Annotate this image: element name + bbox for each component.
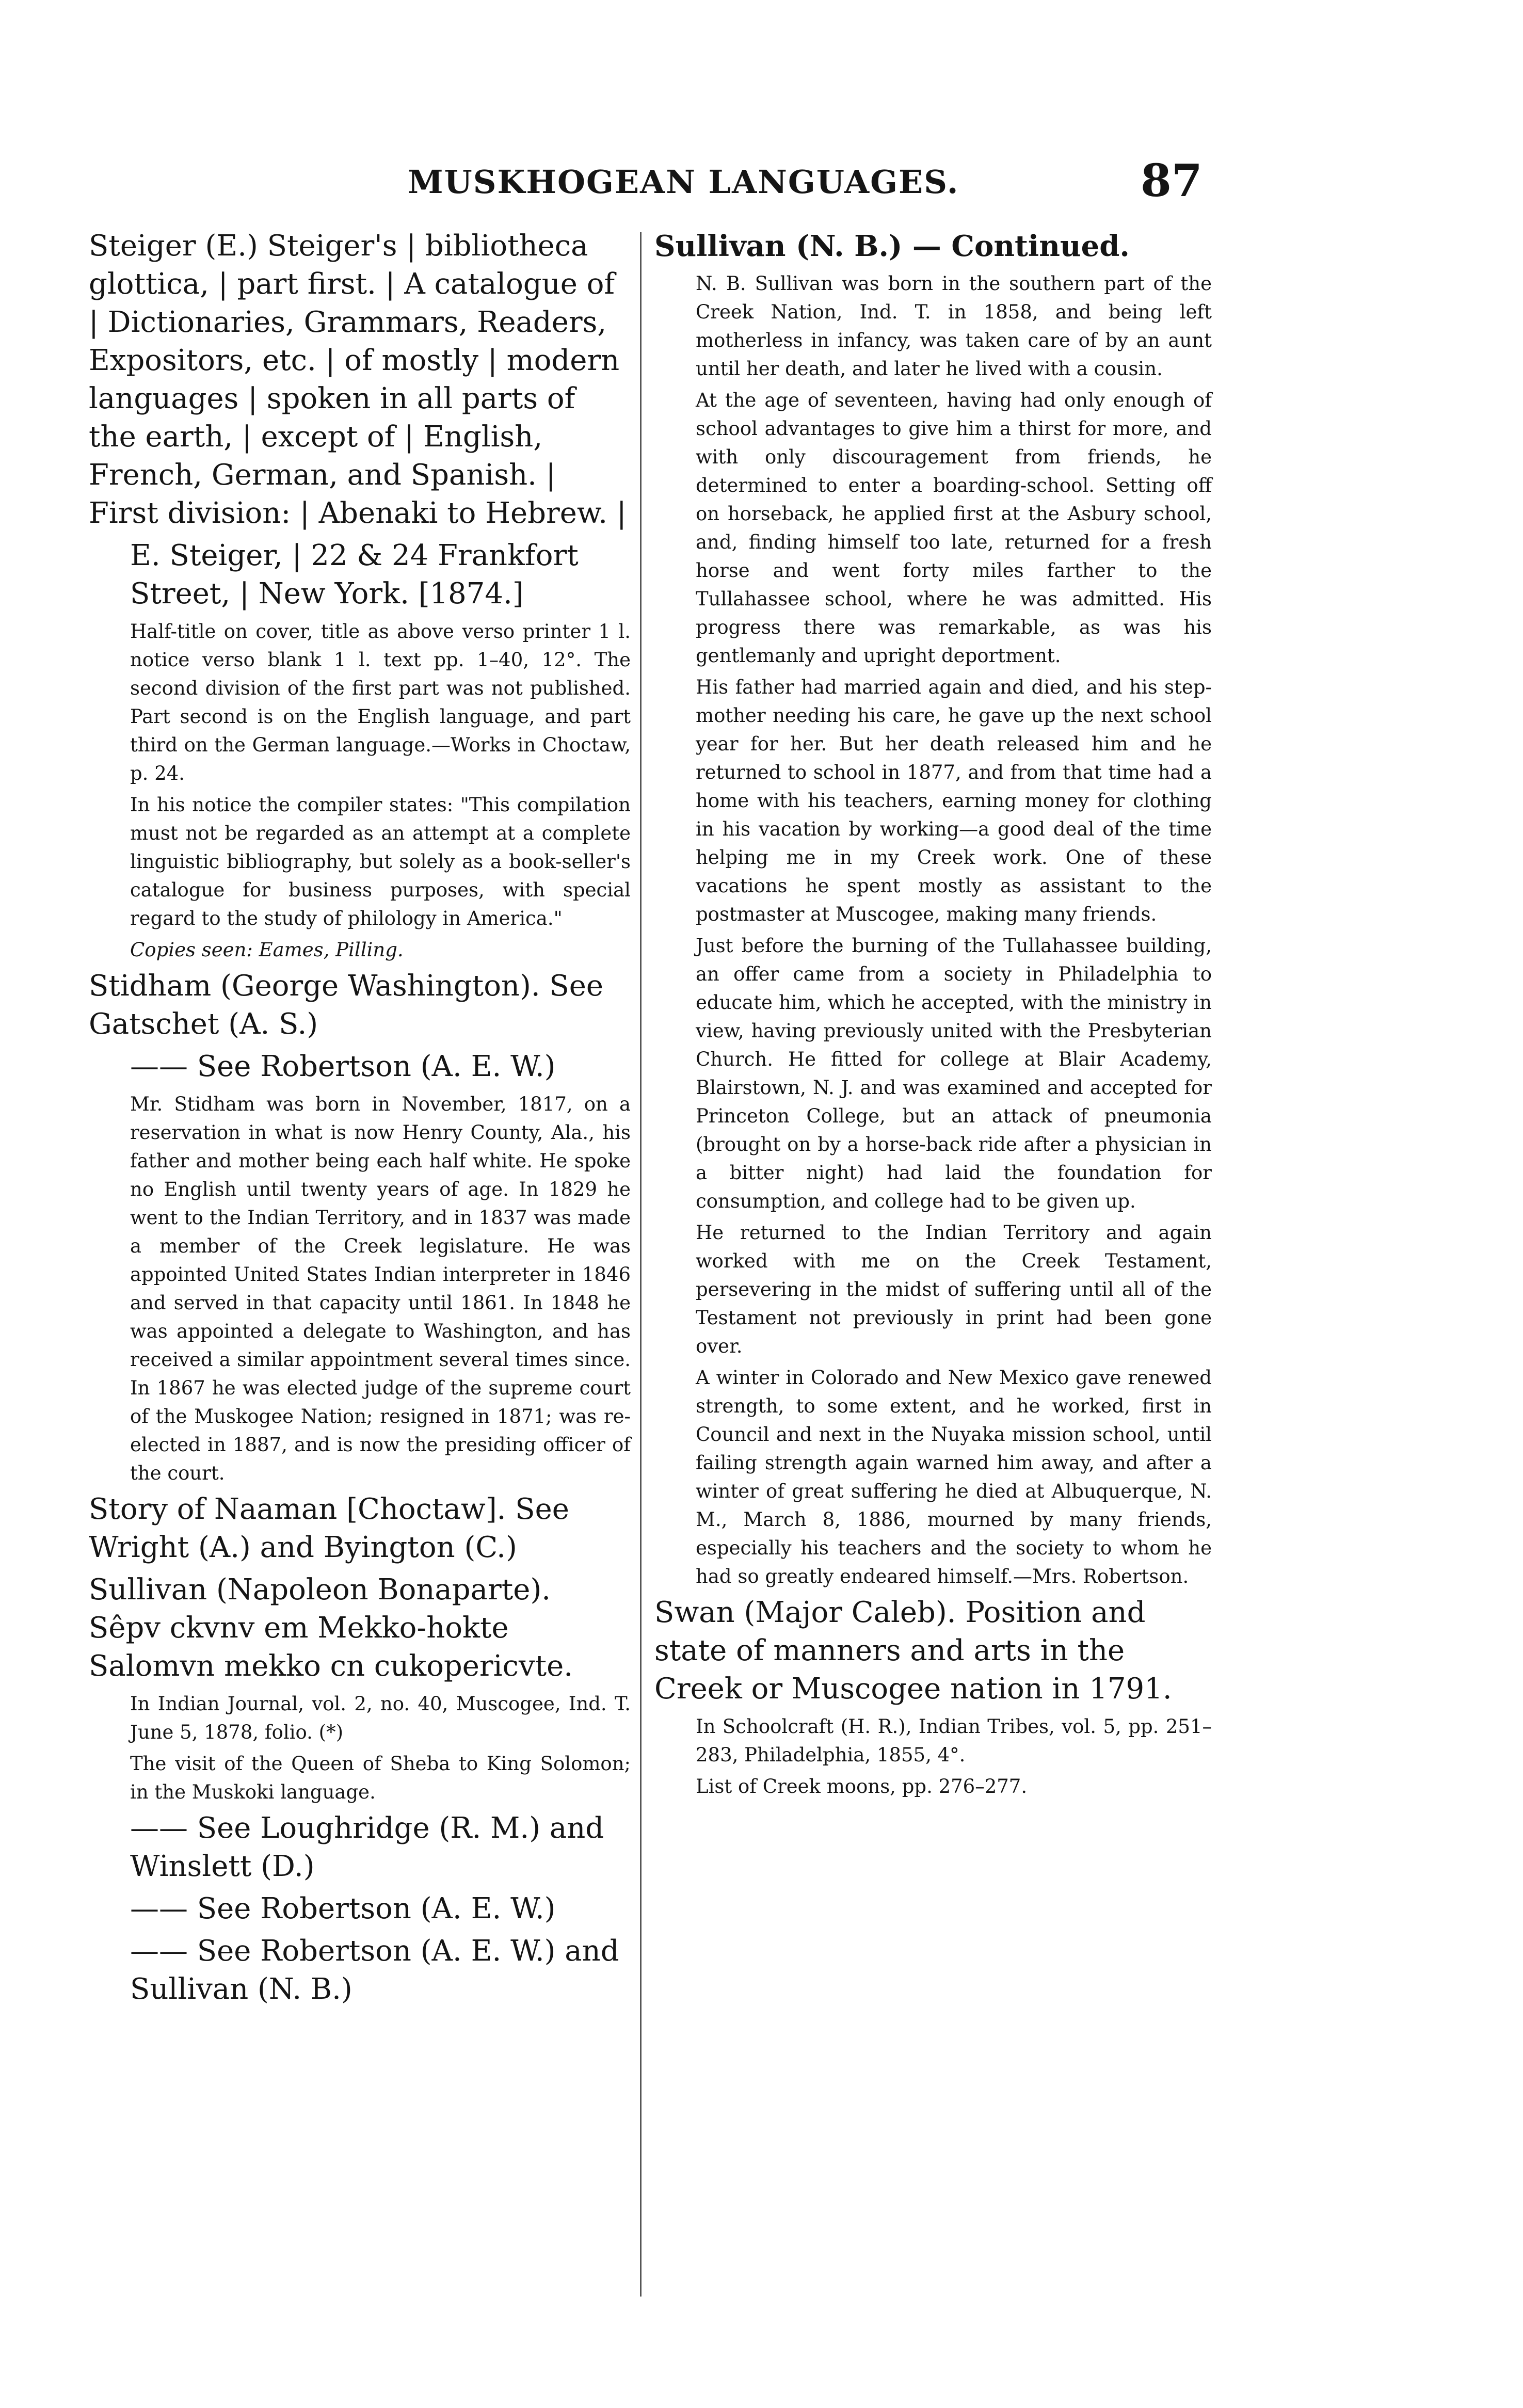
entry-steiger-note: In his notice the compiler states: "This compilation must not be regarded as an attempt at a complete linguistic bibliography, but solely as a book-seller's catalogue for business purposes, with special regard to the study of philology in America." <box>130 794 631 929</box>
entry-sullivan-see: —— See Loughridge (R. M.) and Winslett (D.) <box>130 1811 604 1883</box>
entry-steiger-imprint: E. Steiger, | 22 & 24 Frankfort Street, | New York. [1874.] <box>130 539 579 611</box>
bio-paragraph: A winter in Colorado and New Mexico gave renewed strength, to some extent, and he worked, first in Council and next in the Nuyaka mission school, until failing strength again warned him away, and after a winter of great suffering he died at Albuquerque, N. M., March 8, 1886, mourned by many friends, especially his teachers and the society to whom he had so greatly endeared himself.—Mrs. Robertson. <box>696 1367 1212 1587</box>
entry-steiger-note: Half-title on cover, title as above verso printer 1 l. notice verso blank 1 l. text pp. 1–40, 12°. The second division of the first part was not published. Part second is on the English language, and part third on the German language.—Works in Choctaw, p. 24. <box>130 620 631 784</box>
entry-sullivan-see: —— See Robertson (A. E. W.) and Sullivan (N. B.) <box>130 1934 619 2006</box>
entry-sullivan-title: Sullivan (Napoleon Bonaparte). Sêpv ckvnv em Mekko-hokte Salomvn mekko cn cukopericvte. <box>89 1573 573 1683</box>
running-title: MUSKHOGEAN LANGUAGES. <box>408 163 959 201</box>
page-number: 87 <box>1141 155 1203 207</box>
entry-steiger-copies: Copies seen: Eames, Pilling. <box>130 939 404 961</box>
entry-steiger-title: Steiger (E.) Steiger's | bibliotheca glottica, | part first. | A catalogue of | Dictionaries, Grammars, Readers, Expositors, etc. | of mostly | modern languages | spoken in all parts of the earth, | except of | English, French, German, and Spanish. | First division: | Abenaki to Hebrew. | <box>89 229 627 530</box>
entry-sullivan-see: —— See Robertson (A. E. W.) <box>130 1892 556 1925</box>
bio-paragraph: N. B. Sullivan was born in the southern part of the Creek Nation, Ind. T. in 1858, and being left motherless in infancy, was taken care of by an aunt until her death, and later he lived with a cousin. <box>696 272 1212 380</box>
running-header <box>0 155 1523 217</box>
entry-swan-note: List of Creek moons, pp. 276–277. <box>696 1775 1028 1797</box>
column-rule <box>640 232 642 2297</box>
entry-story-title: Story of Naaman [Choctaw]. See Wright (A.) and Byington (C.) <box>89 1492 569 1564</box>
entry-stidham-see: —— See Robertson (A. E. W.) <box>130 1050 556 1083</box>
bio-paragraph: He returned to the Indian Territory and again worked with me on the Creek Testament, persevering in the midst of suffering until all of the Testament not previously in print had been gone over. <box>696 1222 1212 1357</box>
entry-sullivan-note: The visit of the Queen of Sheba to King Solomon; in the Muskoki language. <box>130 1753 631 1803</box>
right-column <box>654 227 1212 1804</box>
entry-swan-title: Swan (Major Caleb). Position and state of manners and arts in the Creek or Muscogee nation in 1791. <box>654 1596 1172 1706</box>
bio-paragraph: At the age of seventeen, having had only enough of school advantages to give him a thirst for more, and with only discouragement from friends, he determined to enter a boarding-school. Setting off on horseback, he applied first at the Asbury school, and, finding himself too late, returned for a fresh horse and went forty miles farther to the Tullahassee school, where he was admitted. His progress there was remarkable, as was his gentlemanly and upright deportment. <box>696 389 1212 667</box>
entry-stidham-title: Stidham (George Washington). See Gatschet (A. S.) <box>89 969 604 1041</box>
bio-paragraph: Just before the burning of the Tullahassee building, an offer came from a society in Philadelphia to educate him, which he accepted, with the ministry in view, having previously united with the Presbyterian Church. He fitted for college at Blair Academy, Blairstown, N. J. and was examined and accepted for Princeton College, but an attack of pneumonia (brought on by a horse-back ride after a physician in a bitter night) had laid the foundation for consumption, and college had to be given up. <box>696 935 1212 1212</box>
bio-paragraph: His father had married again and died, and his step-mother needing his care, he gave up the next school year for her. But her death released him and he returned to school in 1877, and from that time had a home with his teachers, earning money for clothing in his vacation by working—a good deal of the time helping me in my Creek work. One of these vacations he spent mostly as assistant to the postmaster at Muscogee, making many friends. <box>696 676 1212 925</box>
entry-stidham-bio: Mr. Stidham was born in November, 1817, on a reservation in what is now Henry County, Ala., his father and mother being each half white. He spoke no English until twenty years of age. In 1829 he went to the Indian Territory, and in 1837 was made a member of the Creek legislature. He was appointed United States Indian interpreter in 1846 and served in that capacity until 1861. In 1848 he was appointed a delegate to Washington, and has received a similar appointment several times since. In 1867 he was elected judge of the supreme court of the Muskogee Nation; resigned in 1871; was re-elected in 1887, and is now the presiding officer of the court. <box>130 1093 631 1484</box>
entry-sullivan-continued-title: Sullivan (N. B.) — Continued. <box>654 229 1130 263</box>
left-column <box>89 227 631 2013</box>
entry-swan-note: In Schoolcraft (H. R.), Indian Tribes, vol. 5, pp. 251–283, Philadelphia, 1855, 4°. <box>696 1715 1212 1766</box>
entry-sullivan-note: In Indian Journal, vol. 2, no. 40, Muscogee, Ind. T. June 5, 1878, folio. (*) <box>130 1693 631 1743</box>
